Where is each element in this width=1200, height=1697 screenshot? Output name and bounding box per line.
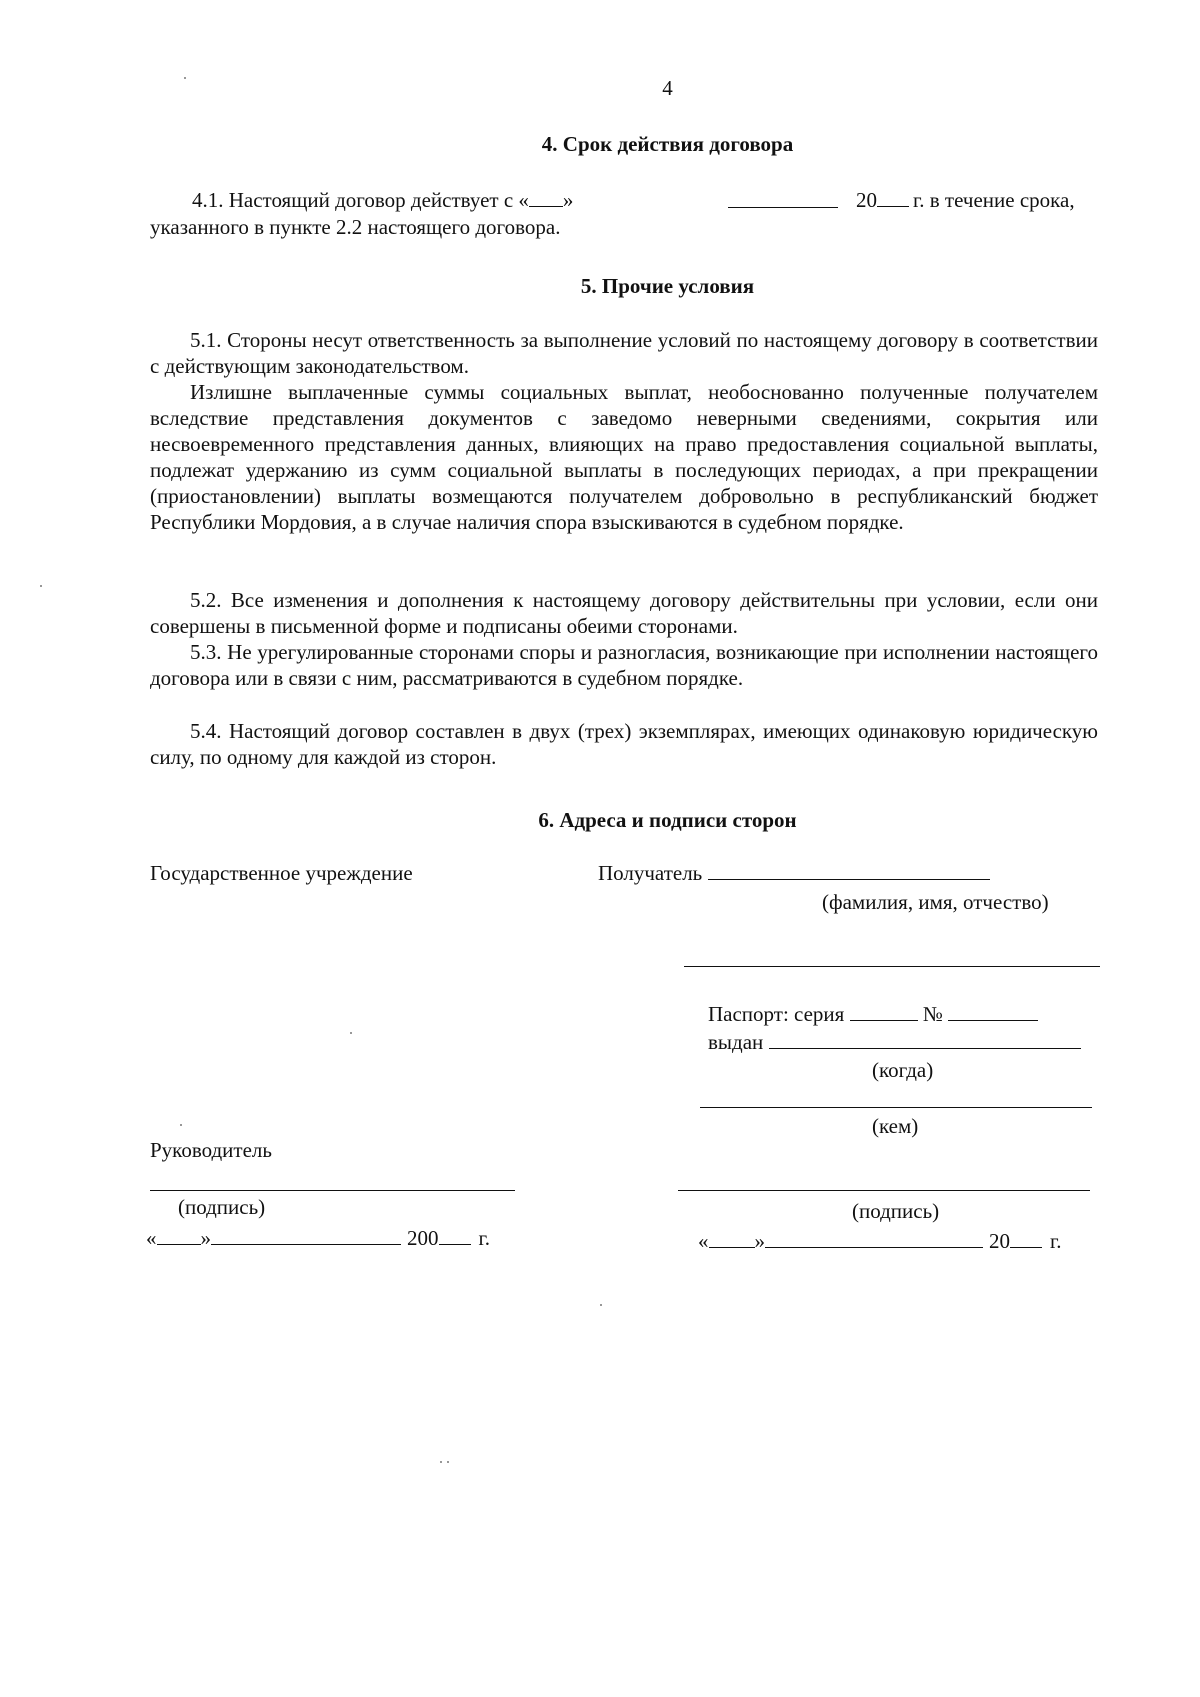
scan-speck (447, 1461, 449, 1463)
clause-4-1-start: 4.1. Настоящий договор действует с « (192, 188, 529, 212)
recipient-label: Получатель (598, 861, 703, 885)
head-signature-line (150, 1190, 515, 1191)
institution-label: Государственное учреждение (150, 861, 413, 885)
issued-when-blank (769, 1029, 1081, 1049)
head-year-suffix: г. (478, 1226, 490, 1250)
recipient-year-blank (1010, 1228, 1042, 1248)
head-date (146, 1225, 490, 1251)
clause-5-3: 5.3. Не урегулированные сторонами споры и разногласия, возникающие при исполнении настоящего договора или в связи с ним, рассматриваются в судебном порядке. (150, 640, 1098, 690)
recipient-address-line (684, 966, 1100, 967)
recipient-signature-line (678, 1190, 1090, 1191)
clause-5-1-overpayment: Излишне выплаченные суммы социальных выплат, необоснованно полученные получателем вследствие представления документов с заведомо неверными сведениями, сокрытия или несвоевременного представления данных, влияющих на право предоставления социальной выплаты, подлежат удержанию из сумм социальной выплаты в последующих периодах, а при прекращении (приостановлении) выплаты возмещаются получателем добровольно в республиканский бюджет Республики Мордовия, а в случае наличия спора взыскиваются в судебном порядке. (150, 380, 1098, 534)
head-year-prefix: 200 (407, 1226, 439, 1250)
fio-caption: (фамилия, имя, отчество) (822, 890, 1049, 914)
year-prefix: 20 (856, 188, 877, 212)
recipient-day-blank (709, 1228, 755, 1248)
recipient-year-suffix: г. (1050, 1229, 1062, 1253)
recipient-signature-caption: (подпись) (852, 1199, 940, 1223)
section-4-clause-1-line-2: указанного в пункте 2.2 настоящего договора. (150, 215, 561, 239)
start-year-blank (877, 187, 909, 207)
issued-row (708, 1029, 1081, 1055)
scan-speck (40, 585, 42, 587)
head-month-blank (211, 1225, 401, 1245)
head-day-blank (157, 1225, 201, 1245)
clause-4-1-tail: г. в течение срока, (913, 188, 1075, 212)
passport-series-blank (850, 1001, 918, 1021)
recipient-name-blank (708, 860, 990, 880)
passport-series-label: Паспорт: серия (708, 1002, 845, 1026)
number-sign: № (922, 1002, 943, 1026)
scan-speck (350, 1032, 352, 1034)
clause-5-4: 5.4. Настоящий договор составлен в двух (трех) экземплярах, имеющих одинаковую юридическую силу, по одному для каждой из сторон. (150, 719, 1098, 769)
recipient-month-blank (765, 1228, 983, 1248)
section-6-title: 6. Адреса и подписи сторон (538, 808, 797, 832)
head-signature-caption: (подпись) (178, 1195, 266, 1219)
scan-speck (440, 1461, 442, 1463)
section-4-clause-1-line-1 (192, 187, 573, 213)
head-date-quote-close: » (200, 1226, 211, 1250)
section-4-title: 4. Срок действия договора (541, 132, 794, 156)
recipient-year-prefix: 20 (989, 1229, 1010, 1253)
recipient-date-quote-close: » (754, 1229, 765, 1253)
passport-number-blank (948, 1001, 1038, 1021)
issued-label: выдан (708, 1030, 764, 1054)
start-month-blank (728, 207, 838, 208)
recipient-date (698, 1228, 1062, 1254)
passport-row (708, 1001, 1038, 1027)
scan-speck (180, 1124, 182, 1126)
scan-speck (184, 77, 186, 79)
clause-5-1: 5.1. Стороны несут ответственность за выполнение условий по настоящему договору в соответствии с действующим законодательством. (150, 328, 1098, 378)
head-date-quote-open: « (146, 1226, 157, 1250)
recipient-date-quote-open: « (698, 1229, 709, 1253)
section-5-title: 5. Прочие условия (580, 274, 755, 298)
clause-5-2: 5.2. Все изменения и дополнения к настоящему договору действительны при условии, если они совершены в письменной форме и подписаны обеими сторонами. (150, 588, 1098, 638)
recipient-row (598, 860, 990, 886)
start-day-blank (529, 187, 563, 207)
page-number: 4 (662, 76, 673, 100)
scan-speck (600, 1304, 602, 1306)
clause-4-1-year-segment (856, 187, 1075, 213)
issued-by-line (700, 1107, 1092, 1108)
head-year-blank (439, 1225, 471, 1245)
clause-4-1-quote-close: » (562, 188, 574, 212)
when-caption: (когда) (872, 1058, 934, 1082)
by-whom-caption: (кем) (872, 1114, 919, 1138)
head-label: Руководитель (150, 1138, 272, 1162)
